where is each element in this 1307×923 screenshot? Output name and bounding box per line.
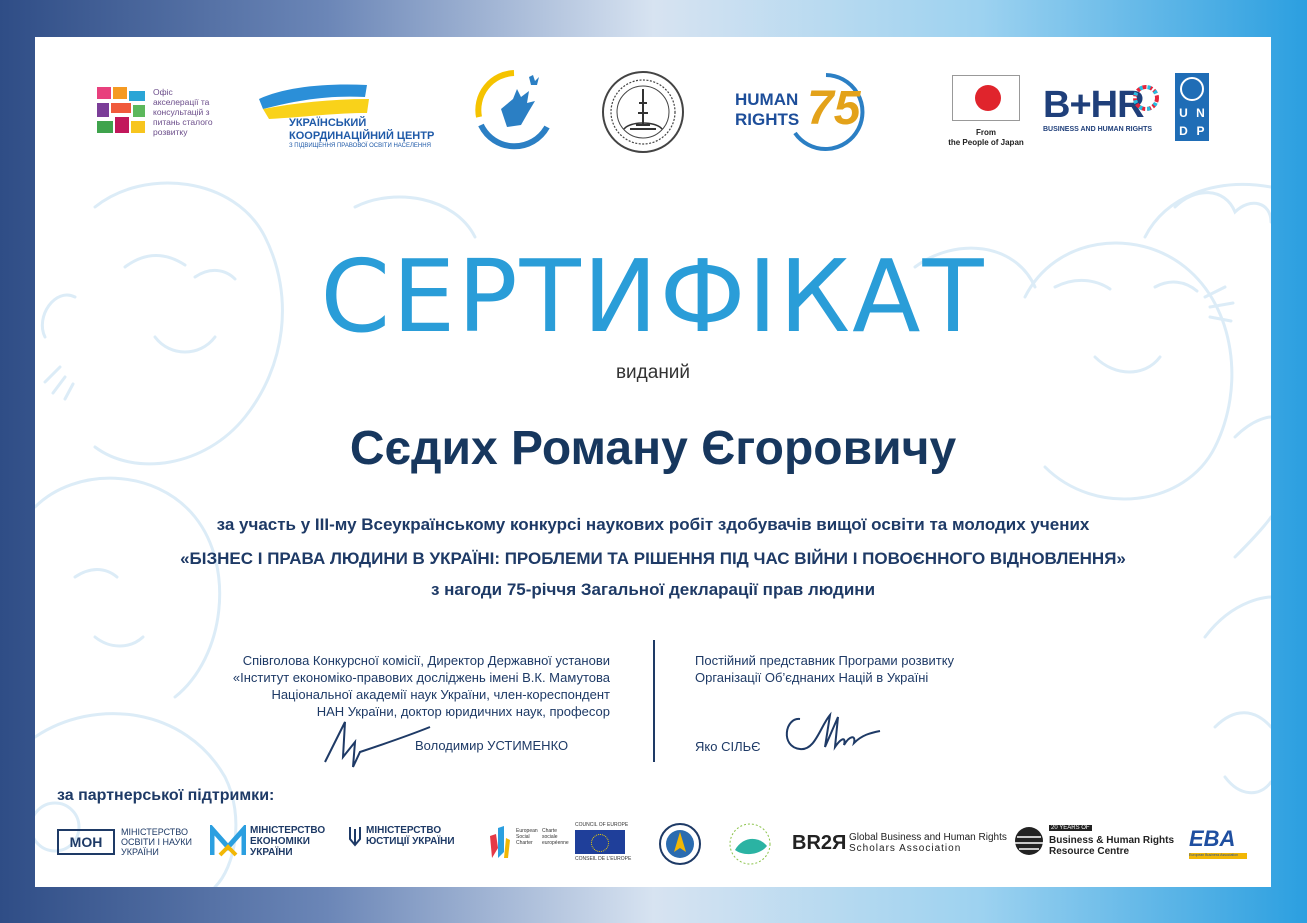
japan-flag-icon — [952, 75, 1020, 121]
bhrrc-badge: 20 YEARS OF — [1051, 825, 1090, 831]
bhr-title: B+HR — [1043, 84, 1144, 126]
ukc-line3: З ПІДВИЩЕННЯ ПРАВОВОЇ ОСВІТИ НАСЕЛЕННЯ — [289, 143, 431, 149]
japan-people-text: the People of Japan — [948, 138, 1024, 147]
european-social-charter-logo — [488, 822, 568, 864]
br2r-mark: BR2Я — [792, 832, 847, 854]
bhrrc-line1: Business & Human Rights — [1049, 835, 1175, 846]
partner-emblem-logo — [658, 822, 702, 866]
ukrainian-coordination-center-logo — [255, 79, 445, 151]
japan-from-text: From — [976, 128, 996, 137]
right-signatory-position — [695, 652, 1055, 686]
japan-logo — [950, 75, 1022, 149]
sdg-wheel-icon — [1133, 85, 1159, 111]
ukc-line2: КООРДИНАЦІЙНИЙ ЦЕНТР — [289, 130, 435, 142]
human-rights-75-logo — [735, 71, 870, 153]
econ-line2: ЕКОНОМІКИ — [250, 836, 310, 847]
just-line1: МІНІСТЕРСТВО — [366, 825, 442, 836]
mon-line1: МІНІСТЕРСТВО — [121, 827, 189, 837]
right-position-line: Організації Об’єднаних Націй в Україні — [695, 670, 929, 685]
mon-line3: УКРАЇНИ — [121, 847, 159, 857]
description-line1: за участь у ІІІ-му Всеукраїнському конкурсі наукових робіт здобувачів вищої освіти та молодих учених — [216, 515, 1090, 534]
bhr-subtitle: BUSINESS AND HUMAN RIGHTS — [1043, 126, 1153, 133]
left-position-line: Співголова Конкурсної комісії, Директор Державної установи — [242, 653, 610, 668]
sdg-office-text: Офіс акселерації та консультацій з питань сталого розвитку — [153, 87, 213, 137]
issued-label: виданий — [615, 362, 691, 383]
seal-icon — [600, 69, 686, 155]
undp-logo — [1175, 73, 1209, 141]
partners-heading: за партнерської підтримки: — [57, 787, 275, 804]
round-badge-icon — [723, 822, 777, 866]
esc-fr3: européenne — [542, 840, 569, 846]
undp-letter-p: P — [1196, 124, 1205, 138]
br2r-line2: Scholars Association — [849, 843, 962, 854]
left-signatory-name: Володимир УСТИМЕНКО — [415, 738, 569, 753]
esc-line1: European — [516, 828, 538, 834]
certificate-title: СЕРТИФІКАТ — [320, 238, 986, 355]
partner-round-logo — [723, 822, 777, 866]
trident-icon — [348, 825, 362, 847]
coe-flag-icon — [575, 830, 625, 854]
mon-mark: МОН — [57, 829, 115, 855]
sdg-office-logo — [95, 85, 215, 137]
right-signature-image — [780, 707, 890, 757]
hr75-number: 75 — [807, 82, 861, 135]
hr75-rights-text: RIGHTS — [735, 110, 800, 129]
left-signatory-position — [155, 652, 610, 720]
econ-line1: МІНІСТЕРСТВО — [250, 825, 326, 836]
puzzle-mark-icon — [95, 85, 149, 137]
mon-line2: ОСВІТИ І НАУКИ — [121, 837, 193, 847]
right-signatory-name: Яко СІЛЬЄ — [695, 739, 761, 754]
economy-m-icon — [210, 825, 246, 857]
eba-sub: European Business Association — [1189, 853, 1247, 859]
esc-fr2: sociale — [542, 834, 558, 840]
ministry-economy-logo — [210, 825, 335, 865]
bhr-logo — [1043, 85, 1163, 139]
coe-bottom-text: CONSEIL DE L'EUROPE — [575, 856, 632, 862]
un-globe-icon — [1180, 77, 1204, 101]
eba-mark: EBA — [1189, 826, 1236, 851]
human-rights-hand-logo — [473, 69, 555, 151]
certificate-card — [35, 37, 1271, 887]
description-line2: «БІЗНЕС І ПРАВА ЛЮДИНИ В УКРАЇНІ: ПРОБЛЕМИ ТА РІШЕННЯ ПІД ЧАС ВІЙНИ І ПОВОЄННОГО ВІДНОВЛЕННЯ» — [180, 549, 1126, 568]
flag-brush-icon — [255, 79, 375, 119]
hands-icon — [488, 822, 512, 860]
esc-fr1: Charte — [542, 828, 558, 834]
coe-top-text: COUNCIL OF EUROPE — [575, 822, 629, 828]
right-position-line: Постійний представник Програми розвитку — [695, 653, 955, 668]
emblem-icon — [658, 822, 702, 866]
econ-line3: УКРАЇНИ — [250, 847, 293, 858]
left-position-line: НАН України, доктор юридичних наук, професор — [316, 704, 610, 719]
undp-letter-d: D — [1179, 124, 1188, 138]
esc-line3: Charter — [516, 840, 533, 846]
just-line2: ЮСТИЦІЇ УКРАЇНИ — [366, 836, 455, 847]
ministry-education-logo — [55, 827, 195, 863]
bhrrc-logo — [1013, 825, 1183, 861]
ministry-justice-logo — [348, 825, 463, 855]
hand-circle-icon — [473, 69, 555, 151]
esc-en-text — [516, 828, 538, 846]
institute-seal-logo — [600, 69, 686, 155]
bhrrc-globe-icon — [1013, 825, 1045, 857]
left-position-line: «Інститут економіко-правових досліджень імені В.К. Мамутова — [232, 670, 610, 685]
left-position-line: Національної академії наук України, член-кореспондент — [271, 687, 610, 702]
esc-line2: Social — [516, 834, 530, 840]
br2r-logo — [792, 830, 1007, 860]
description-line3: з нагоди 75-річчя Загальної декларації прав людини — [430, 580, 876, 599]
ukc-line1: УКРАЇНСЬКИЙ — [289, 117, 367, 129]
council-of-europe-logo — [575, 822, 632, 864]
undp-letter-u: U — [1179, 106, 1188, 120]
bhrrc-line2: Resource Centre — [1049, 846, 1130, 857]
signature-divider — [653, 640, 655, 762]
eba-logo — [1189, 827, 1251, 863]
br2r-line1: Global Business and Human Rights — [849, 832, 1007, 843]
esc-fr-text — [542, 828, 569, 846]
recipient-name: Сєдих Роману Єгоровичу — [349, 422, 957, 475]
undp-letter-n: N — [1196, 106, 1205, 120]
hr75-human-text: HUMAN — [735, 90, 799, 109]
